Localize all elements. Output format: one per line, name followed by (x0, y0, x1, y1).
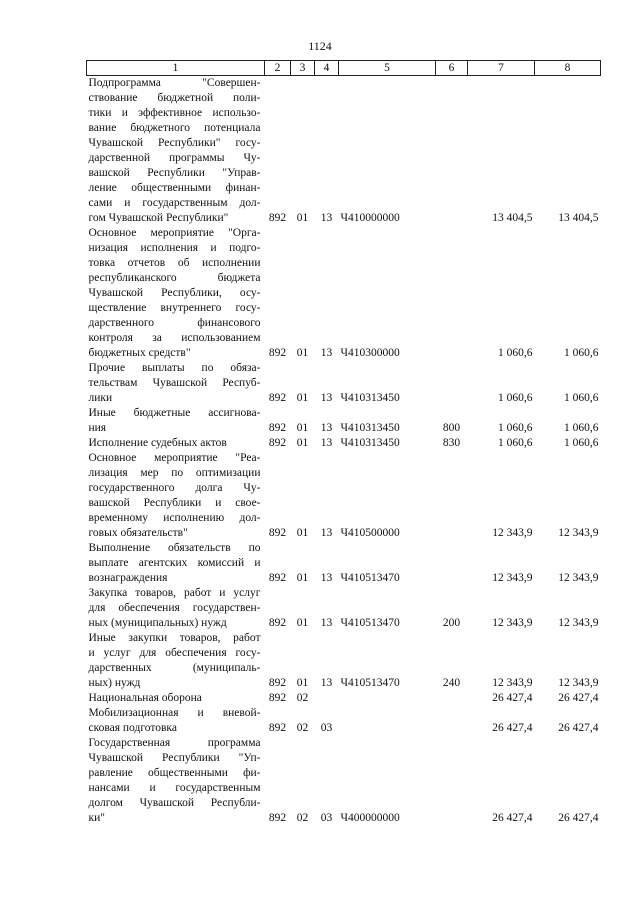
header-cell-5: 5 (339, 61, 436, 76)
expense-type-cell (436, 226, 468, 361)
expense-type-cell (436, 451, 468, 541)
item-name-line: Исполнение судебных актов (88, 437, 227, 449)
item-name-cell (87, 631, 265, 691)
target-article-cell: Ч410313450 (340, 437, 400, 449)
amount-year-2-cell: 12 343,9 (558, 527, 599, 539)
item-name-line: лизация мер по оптимизации (88, 467, 261, 479)
item-name-line: долгом Чувашской Республи- (88, 797, 261, 809)
expense-type-cell (436, 691, 468, 706)
subsection-code-cell: 13 (320, 572, 333, 584)
amount-year-1-cell: 26 427,4 (492, 692, 533, 704)
item-name-line: тельствам Чувашской Респуб- (88, 377, 261, 389)
table-row (87, 451, 601, 541)
amount-year-1-cell: 26 427,4 (492, 812, 533, 824)
item-name-line: ных (муниципальных) нужд (88, 617, 227, 629)
item-name-line: вашской Республики "Управ- (88, 167, 261, 179)
item-name-line: Основное мероприятие "Орга- (88, 227, 261, 239)
amount-year-1-cell: 12 343,9 (492, 572, 533, 584)
item-name-cell (87, 436, 265, 451)
item-name-line: дарственного финансового (88, 317, 261, 329)
header-cell-7: 7 (468, 61, 535, 76)
admin-code-cell: 892 (268, 212, 287, 224)
table-row (87, 736, 601, 826)
target-article-cell: Ч410513470 (340, 617, 400, 629)
item-name-line: товка отчетов об исполнении (88, 257, 261, 269)
amount-year-2-cell: 1 060,6 (564, 437, 599, 449)
item-name-line: лики (88, 392, 113, 404)
item-name-line: сковая подготовка (88, 722, 177, 734)
item-name-line: Иные бюджетные ассигнова- (88, 407, 261, 419)
subsection-code-cell: 13 (320, 617, 333, 629)
amount-year-2-cell: 1 060,6 (564, 392, 599, 404)
amount-year-1-cell: 12 343,9 (492, 677, 533, 689)
table-row (87, 406, 601, 436)
item-name-line: гом Чувашской Республики" (88, 212, 229, 224)
amount-year-1-cell: 12 343,9 (492, 617, 533, 629)
admin-code-cell: 892 (268, 722, 287, 734)
item-name-line: бюджетных средств" (88, 347, 191, 359)
item-name-cell (87, 541, 265, 586)
admin-code-cell: 892 (268, 572, 287, 584)
item-name-line: Мобилизационная и вневой- (88, 707, 261, 719)
table-row (87, 76, 601, 227)
item-name-line: Закупка товаров, работ и услуг (88, 587, 261, 599)
item-name-line: говых обязательств" (88, 527, 188, 539)
header-cell-2: 2 (265, 61, 291, 76)
section-code-cell: 01 (296, 437, 309, 449)
admin-code-cell: 892 (268, 347, 287, 359)
section-code-cell: 02 (296, 692, 309, 704)
table-row (87, 586, 601, 631)
item-name-line: дарственной программы Чу- (88, 152, 261, 164)
amount-year-2-cell: 12 343,9 (558, 617, 599, 629)
amount-year-2-cell: 12 343,9 (558, 677, 599, 689)
subsection-code-cell: 13 (320, 347, 333, 359)
item-name-line: республиканского бюджета (88, 272, 261, 284)
item-name-line: сами и государственным дол- (88, 197, 261, 209)
expense-type-cell (436, 76, 468, 227)
expense-type-cell (436, 706, 468, 736)
target-article-cell: Ч410500000 (340, 527, 400, 539)
item-name-line: равление общественными фи- (88, 767, 261, 779)
item-name-line: ки" (88, 812, 105, 824)
item-name-line: для обеспечения государствен- (88, 602, 261, 614)
item-name-line: Основное мероприятие "Реа- (88, 452, 261, 464)
item-name-line: ствование бюджетной поли- (88, 92, 261, 104)
subsection-code-cell: 03 (320, 722, 333, 734)
target-article-cell: Ч410313450 (340, 422, 400, 434)
admin-code-cell: 892 (268, 422, 287, 434)
item-name-cell (87, 226, 265, 361)
amount-year-1-cell: 1 060,6 (498, 392, 533, 404)
amount-year-1-cell: 1 060,6 (498, 437, 533, 449)
item-name-line: ществление внутреннего госу- (88, 302, 261, 314)
budget-table (86, 60, 601, 826)
item-name-line: Прочие выплаты по обяза- (88, 362, 261, 374)
section-code-cell: 01 (296, 617, 309, 629)
target-article-cell: Ч410513470 (340, 677, 400, 689)
amount-year-2-cell: 26 427,4 (558, 812, 599, 824)
table-row (87, 361, 601, 406)
table-row (87, 706, 601, 736)
table-row (87, 436, 601, 451)
admin-code-cell: 892 (268, 812, 287, 824)
admin-code-cell: 892 (268, 692, 287, 704)
item-name-cell (87, 451, 265, 541)
amount-year-1-cell: 13 404,5 (492, 212, 533, 224)
amount-year-1-cell: 1 060,6 (498, 347, 533, 359)
item-name-line: Чувашской Республики" госу- (88, 137, 261, 149)
table-row (87, 631, 601, 691)
target-article-cell: Ч410000000 (340, 212, 400, 224)
item-name-line: Национальная оборона (88, 692, 202, 704)
table-row (87, 691, 601, 706)
item-name-cell (87, 706, 265, 736)
item-name-line: ных) нужд (88, 677, 141, 689)
section-code-cell: 01 (296, 527, 309, 539)
amount-year-1-cell: 12 343,9 (492, 527, 533, 539)
item-name-cell (87, 736, 265, 826)
item-name-line: вознаграждения (88, 572, 168, 584)
subsection-code-cell: 13 (320, 437, 333, 449)
budget-table-body (87, 61, 601, 827)
header-cell-1: 1 (87, 61, 265, 76)
section-code-cell: 01 (296, 212, 309, 224)
table-row (87, 541, 601, 586)
item-name-line: ния (88, 422, 107, 434)
amount-year-2-cell: 1 060,6 (564, 347, 599, 359)
section-code-cell: 01 (296, 392, 309, 404)
expense-type-cell: 200 (442, 617, 461, 629)
item-name-line: низация исполнения и подго- (88, 242, 261, 254)
item-name-cell (87, 76, 265, 227)
item-name-line: государственного долга Чу- (88, 482, 261, 494)
amount-year-1-cell: 26 427,4 (492, 722, 533, 734)
subsection-code-cell: 13 (320, 527, 333, 539)
item-name-line: тики и эффективное использо- (88, 107, 261, 119)
item-name-cell (87, 406, 265, 436)
item-name-line: выплате агентских комиссий и (88, 557, 261, 569)
target-article-cell (339, 706, 436, 736)
expense-type-cell: 800 (442, 422, 461, 434)
item-name-line: временному исполнению дол- (88, 512, 261, 524)
item-name-cell (87, 361, 265, 406)
item-name-line: Выполнение обязательств по (88, 542, 261, 554)
section-code-cell: 01 (296, 572, 309, 584)
item-name-line: Иные закупки товаров, работ (88, 632, 261, 644)
item-name-line: Чувашской Республики, осу- (88, 287, 261, 299)
amount-year-2-cell: 1 060,6 (564, 422, 599, 434)
expense-type-cell (436, 736, 468, 826)
item-name-line: вашской Республики и свое- (88, 497, 261, 509)
item-name-cell (87, 691, 265, 706)
item-name-line: нансами и государственным (88, 782, 261, 794)
header-cell-3: 3 (291, 61, 315, 76)
admin-code-cell: 892 (268, 392, 287, 404)
target-article-cell: Ч410313450 (340, 392, 400, 404)
target-article-cell: Ч410513470 (340, 572, 400, 584)
admin-code-cell: 892 (268, 677, 287, 689)
item-name-cell (87, 586, 265, 631)
expense-type-cell (436, 361, 468, 406)
expense-type-cell: 240 (442, 677, 461, 689)
item-name-line: Государственная программа (88, 737, 261, 749)
target-article-cell: Ч410300000 (340, 347, 400, 359)
amount-year-2-cell: 26 427,4 (558, 692, 599, 704)
amount-year-2-cell: 13 404,5 (558, 212, 599, 224)
section-code-cell: 02 (296, 812, 309, 824)
section-code-cell: 01 (296, 347, 309, 359)
table-row (87, 226, 601, 361)
item-name-line: дарственных (муниципаль- (88, 662, 261, 674)
item-name-line: Чувашской Республики "Уп- (88, 752, 261, 764)
header-cell-8: 8 (535, 61, 601, 76)
subsection-code-cell: 13 (320, 212, 333, 224)
item-name-line: Подпрограмма "Совершен- (88, 77, 261, 89)
subsection-code-cell: 13 (320, 422, 333, 434)
table-header-row (87, 61, 601, 76)
item-name-line: и услуг для обеспечения госу- (88, 647, 261, 659)
expense-type-cell: 830 (442, 437, 461, 449)
item-name-line: ление общественными финан- (88, 182, 261, 194)
target-article-cell (339, 691, 436, 706)
item-name-line: вание бюджетного потенциала (88, 122, 261, 134)
subsection-code-cell: 13 (320, 677, 333, 689)
subsection-code-cell: 13 (320, 392, 333, 404)
section-code-cell: 01 (296, 677, 309, 689)
admin-code-cell: 892 (268, 617, 287, 629)
admin-code-cell: 892 (268, 527, 287, 539)
header-cell-4: 4 (315, 61, 339, 76)
subsection-code-cell (315, 691, 339, 706)
amount-year-2-cell: 26 427,4 (558, 722, 599, 734)
amount-year-2-cell: 12 343,9 (558, 572, 599, 584)
subsection-code-cell: 03 (320, 812, 333, 824)
item-name-line: контроля за использованием (88, 332, 261, 344)
page-number: 1124 (308, 39, 332, 53)
expense-type-cell (436, 541, 468, 586)
target-article-cell: Ч400000000 (340, 812, 400, 824)
section-code-cell: 01 (296, 422, 309, 434)
admin-code-cell: 892 (268, 437, 287, 449)
header-cell-6: 6 (436, 61, 468, 76)
section-code-cell: 02 (296, 722, 309, 734)
amount-year-1-cell: 1 060,6 (498, 422, 533, 434)
